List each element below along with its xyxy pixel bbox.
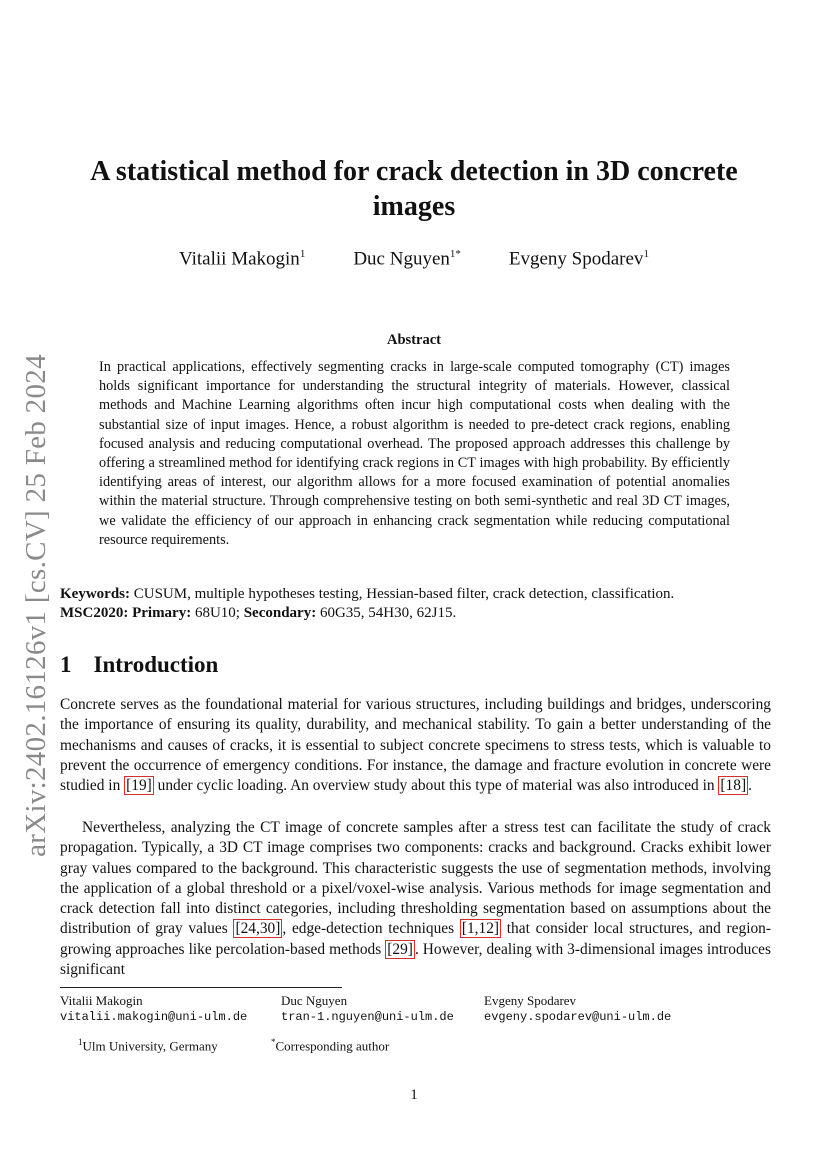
msc-line <box>60 604 772 623</box>
affiliation-text: Ulm University, Germany <box>82 1038 218 1054</box>
footnote-email[interactable]: tran-1.nguyen@uni-ulm.de <box>281 1010 454 1024</box>
intro-paragraph-2 <box>60 818 771 980</box>
corresponding-mark: * <box>271 1037 276 1047</box>
section-heading <box>60 652 218 678</box>
footnote-author <box>60 992 247 1026</box>
footnote-name: Vitalii Makogin <box>60 993 143 1008</box>
author <box>179 248 305 270</box>
citation-link[interactable]: [24,30] <box>235 920 281 938</box>
section-title: Introduction <box>93 652 219 677</box>
msc-primary: 68U10; <box>194 605 240 621</box>
paragraph-text: Concrete serves as the foundational material for various structures, including buildings and bridges, underscoring the importance of ensuring its quality, durability, and mechanical stability. To gain a better understanding of the mechanisms and causes of cracks, it is essential to subject concrete specimens to stress tests, which is valuable to prevent the occurrence of emergency conditions. For instance, the damage and fracture evolution in concrete were studied in <box>60 696 771 795</box>
author <box>509 248 649 270</box>
author-mark: 1 <box>299 248 306 260</box>
affiliation-note <box>78 1037 218 1054</box>
paper-title: A statistical method for crack detection in 3D concrete images <box>90 156 738 222</box>
footnote-name: Evgeny Spodarev <box>484 993 577 1008</box>
arxiv-stamp <box>18 353 54 857</box>
footnote-email[interactable]: evgeny.spodarev@uni-ulm.de <box>484 1010 672 1024</box>
paragraph-text: , edge-detection techniques <box>282 920 460 938</box>
page-number: 1 <box>410 1087 418 1103</box>
footnote-author <box>484 992 671 1026</box>
author-mark: 1 <box>643 248 649 260</box>
abstract-heading: Abstract <box>387 332 441 348</box>
author <box>353 248 461 270</box>
citation-link[interactable]: [29] <box>387 940 413 958</box>
intro-paragraph-1 <box>60 695 771 796</box>
paragraph-text: that consider local structures, and region-growing approaches like percolation-based methods <box>60 920 771 958</box>
msc-secondary-label: Secondary: <box>243 605 317 621</box>
paragraph-text: Nevertheless, analyzing the CT image of concrete samples after a stress test can facilitate the study of crack propagation. Typically, a 3D CT image comprises two components: cracks and background. Cracks exhibit lower gray values compared to the background. This characteristic suggests the use of segmentation methods, involving the application of a global threshold or a pixel/voxel-wise analysis. Various methods for image segmentation and crack detection fall into distinct categories, including thresholding segmentation based on assumptions about the distribution of gray values <box>60 819 771 938</box>
citation-link[interactable]: [18] <box>720 777 747 795</box>
msc-label: MSC2020: <box>60 605 129 621</box>
citation-link[interactable]: [1,12] <box>461 920 500 938</box>
keywords-text: CUSUM, multiple hypotheses testing, Hessian-based filter, crack detection, classification. <box>133 586 675 602</box>
paragraph-text: . However, dealing with 3-dimensional images introduces significant <box>60 940 771 979</box>
arxiv-id: arXiv:2402.16126v1 [cs.CV] 25 Feb 2024 <box>19 353 52 857</box>
citation-link[interactable]: [19] <box>126 777 152 795</box>
corresponding-text: Corresponding author <box>275 1038 390 1054</box>
author-mark: 1* <box>449 248 461 260</box>
keywords-label: Keywords: <box>60 586 130 602</box>
abstract-text: In practical applications, effectively segmenting cracks in large-scale computed tomography (CT) images holds significant importance for understanding the structural integrity of materials. However, classical methods and Machine Learning algorithms often incur high computational costs when dealing with the substantial size of input images. Hence, a robust algorithm is needed to pre-detect crack regions, enabling focused analysis and reducing computational overhead. The proposed approach addresses this challenge by offering a streamlined method for identifying crack regions in CT images with high probability. By efficiently identifying areas of interest, our algorithm allows for a more focused examination of potential anomalies within the material structure. Through comprehensive testing on both semi-synthetic and real 3D CT images, we validate the efficiency of our approach in enhancing crack segmentation while reducing computational resource requirements. <box>99 359 730 548</box>
author-name: Vitalii Makogin <box>179 248 300 270</box>
msc-primary-label: Primary: <box>132 605 192 621</box>
section-number: 1 <box>60 652 72 677</box>
corresponding-note <box>271 1037 389 1054</box>
footnote-email[interactable]: vitalii.makogin@uni-ulm.de <box>60 1010 248 1024</box>
paragraph-text: . <box>748 777 752 795</box>
msc-secondary: 60G35, 54H30, 62J15. <box>319 605 457 621</box>
footnote-rule <box>60 987 342 988</box>
paragraph-text: under cyclic loading. An overview study about this type of material was also introduced in <box>153 777 719 795</box>
affiliation-mark: 1 <box>78 1037 83 1047</box>
keywords-line <box>60 585 772 604</box>
author-name: Evgeny Spodarev <box>508 248 644 270</box>
author-name: Duc Nguyen <box>353 248 450 270</box>
author-list <box>60 248 768 270</box>
footnote-author <box>281 992 454 1026</box>
footnote-name: Duc Nguyen <box>281 993 348 1008</box>
